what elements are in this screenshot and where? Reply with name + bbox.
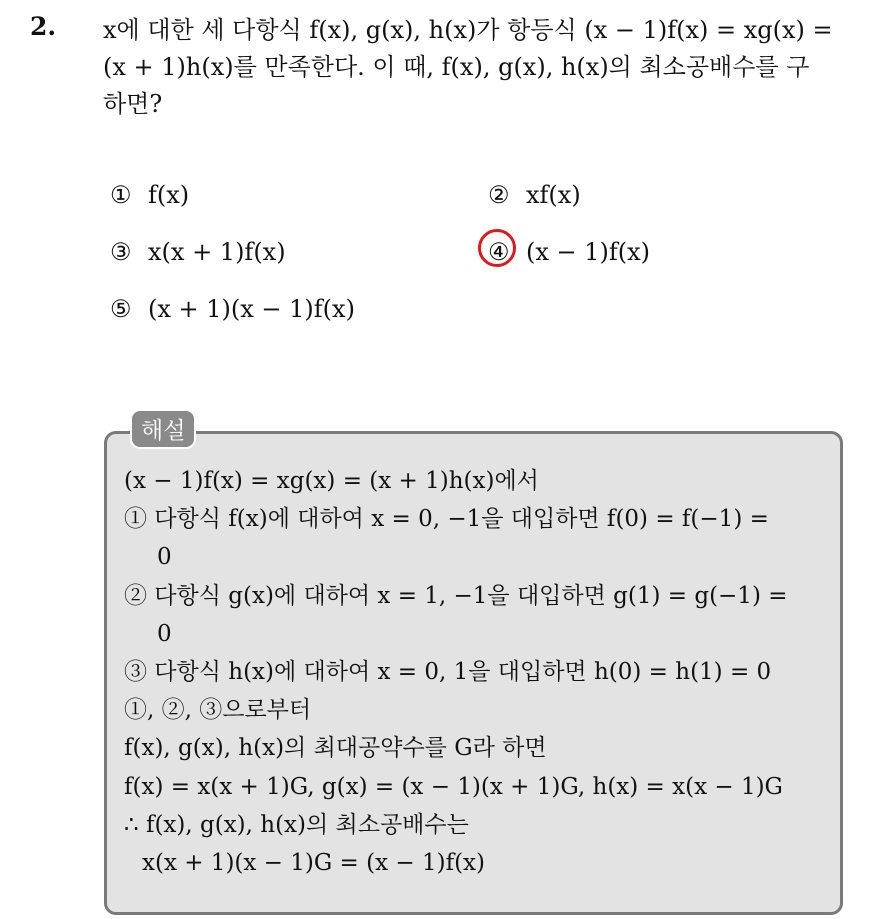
answer-circle-annotation	[478, 229, 516, 267]
solution-line: 0	[157, 544, 172, 571]
choice-5[interactable]	[110, 295, 355, 323]
choice-text: x(x + 1)f(x)	[148, 238, 286, 266]
choice-mark: ②	[488, 181, 510, 209]
choice-mark: ①	[110, 181, 132, 209]
choice-text: (x − 1)f(x)	[526, 238, 651, 266]
choice-mark: ⑤	[110, 295, 132, 323]
solution-line: f(x) = x(x + 1)G, g(x) = (x − 1)(x + 1)G, h(x) = x(x − 1)G	[124, 773, 783, 800]
solution-line: 0	[157, 620, 172, 647]
choice-mark: ③	[110, 238, 132, 266]
solution-line: ① 다항식 f(x)에 대하여 x = 0, −1을 대입하면 f(0) = f(−1) =	[124, 506, 769, 533]
solution-text	[124, 462, 836, 882]
question-number: 2.	[30, 12, 57, 41]
choice-mark: ④	[488, 238, 510, 266]
solution-line: ∴ f(x), g(x), h(x)의 최소공배수는	[124, 811, 469, 838]
solution-line: ③ 다항식 h(x)에 대하여 x = 0, 1을 대입하면 h(0) = h(1) = 0	[124, 658, 772, 685]
stem-line: x에 대한 세 다항식 f(x), g(x), h(x)가 항등식 (x − 1)f(x) = xg(x) =	[103, 16, 833, 44]
choice-text: xf(x)	[526, 181, 581, 209]
stem-line: (x + 1)h(x)를 만족한다. 이 때, f(x), g(x), h(x)의 최소공배수를 구	[103, 53, 810, 81]
solution-line: (x − 1)f(x) = xg(x) = (x + 1)h(x)에서	[124, 468, 539, 494]
solution-line: ①, ②, ③으로부터	[124, 697, 312, 724]
choice-text: (x + 1)(x − 1)f(x)	[148, 295, 355, 323]
question-stem	[103, 12, 863, 123]
solution-line: f(x), g(x), h(x)의 최대공약수를 G라 하면	[124, 735, 547, 762]
solution-line: ② 다항식 g(x)에 대하여 x = 1, −1을 대입하면 g(1) = g(−1) =	[124, 582, 788, 609]
stem-line: 하면?	[103, 90, 163, 118]
choice-3[interactable]	[110, 238, 286, 266]
solution-line: x(x + 1)(x − 1)G = (x − 1)f(x)	[142, 849, 486, 876]
choice-1[interactable]	[110, 181, 189, 209]
choice-2[interactable]	[488, 181, 581, 209]
choice-text: f(x)	[148, 181, 190, 209]
solution-tag: 해설	[130, 409, 196, 449]
